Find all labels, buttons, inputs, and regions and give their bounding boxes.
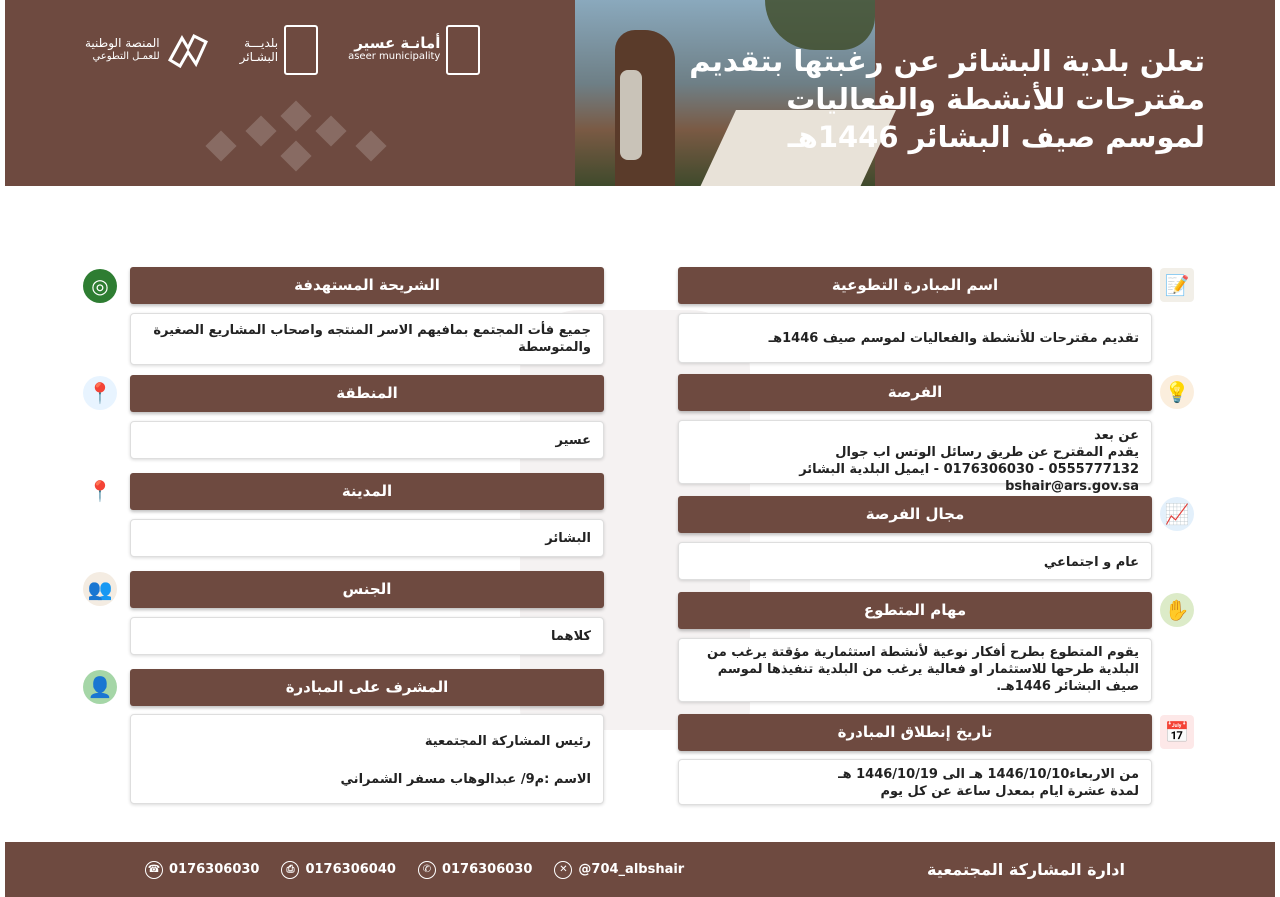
whatsapp-icon: ✆ <box>418 861 436 879</box>
volunteer-hand-icon: ✋ <box>1160 593 1194 627</box>
idea-hands-icon: 💡 <box>1160 375 1194 409</box>
growth-person-icon: 📈 <box>1160 497 1194 531</box>
initiative-name-box: تقديم مقترحات للأنشطة والفعاليات لموسم صيف 1446هـ <box>678 313 1152 363</box>
location-pin-icon: 📍 <box>87 479 113 503</box>
opportunity-title: الفرصة <box>678 374 1152 411</box>
initiative-name-title: اسم المبادرة التطوعية <box>678 267 1152 304</box>
target-wheel-icon: ◎ <box>83 269 117 303</box>
department-name: ادارة المشاركة المجتمعية <box>927 860 1125 879</box>
header-title: تعلن بلدية البشائر عن رغبتها بتقديم مقترحات للأنشطة والفعاليات لموسم صيف البشائر 1446هـ <box>689 44 1205 154</box>
volunteer-tasks-box: يقوم المتطوع بطرح أفكار نوعية لأنشطة استثمارية مؤقتة يرغب من البلدية طرحها للاستثمار او فعالية يرغب من البلدية تنفيذها لموسم صيف البشائر 1446هـ. <box>678 638 1152 702</box>
contact-twitter: ✕ @704_albshair <box>554 861 684 879</box>
contact-phone: ☎ 0176306030 <box>145 861 259 879</box>
contact-list <box>145 842 684 897</box>
launch-date-box: من الاربعاء1446/10/10 هـ الى 1446/10/19 هـ لمدة عشرة ايام بمعدل ساعة عن كل يوم <box>678 759 1152 805</box>
volunteer-tasks-title: مهام المتطوع <box>678 592 1152 629</box>
header-banner <box>5 0 1275 186</box>
calendar-clock-icon: 📅 <box>1160 715 1194 749</box>
gender-box: كلاهما <box>130 617 604 655</box>
logo-national-volunteer: المنصة الوطنية للعمـل التطوعي <box>85 30 210 70</box>
phone-icon: ☎ <box>145 861 163 879</box>
footer-bar <box>5 842 1275 897</box>
logo-albashaer: بلديـــة البشـائر <box>240 25 318 75</box>
supervisor-box: رئيس المشاركة المجتمعية الاسم :م9/ عبدالوهاب مسفر الشمراني <box>130 714 604 804</box>
city-title: المدينة <box>130 473 604 510</box>
document-pen-icon: 📝 <box>1160 268 1194 302</box>
contact-fax: ⎙ 0176306040 <box>281 861 395 879</box>
municipality-emblem-icon <box>284 25 318 75</box>
map-pin-icon: 📍 <box>83 376 117 410</box>
contact-whatsapp: ✆ 0176306030 <box>418 861 532 879</box>
region-box: عسير <box>130 421 604 459</box>
target-audience-box: جميع فأت المجتمع بمافيهم الاسر المنتجه واصحاب المشاريع الصغيرة والمتوسطة <box>130 313 604 365</box>
gender-title: الجنس <box>130 571 604 608</box>
supervisor-avatar-icon: 👤 <box>83 670 117 704</box>
male-female-icon: 👥 <box>83 572 117 606</box>
opportunity-field-box: عام و اجتماعي <box>678 542 1152 580</box>
fax-icon: ⎙ <box>281 861 299 879</box>
supervisor-title: المشرف على المبادرة <box>130 669 604 706</box>
target-audience-title: الشريحة المستهدفة <box>130 267 604 304</box>
opportunity-box: عن بعد يقدم المقترح عن طريق رسائل الوتس اب جوال 0555777132 - 0176306030 - ايميل البلدية البشائر bshair@ars.gov.sa <box>678 420 1152 484</box>
opportunity-field-title: مجال الفرصة <box>678 496 1152 533</box>
ornament-pattern <box>190 95 400 186</box>
logo-strip <box>85 22 480 78</box>
aseer-emblem-icon <box>446 25 480 75</box>
volunteer-logo-icon <box>166 30 210 70</box>
region-title: المنطقة <box>130 375 604 412</box>
logo-aseer: أمانـة عسير aseer municipality <box>348 25 480 75</box>
launch-date-title: تاريخ إنطلاق المبادرة <box>678 714 1152 751</box>
city-box: البشائر <box>130 519 604 557</box>
x-twitter-icon: ✕ <box>554 861 572 879</box>
